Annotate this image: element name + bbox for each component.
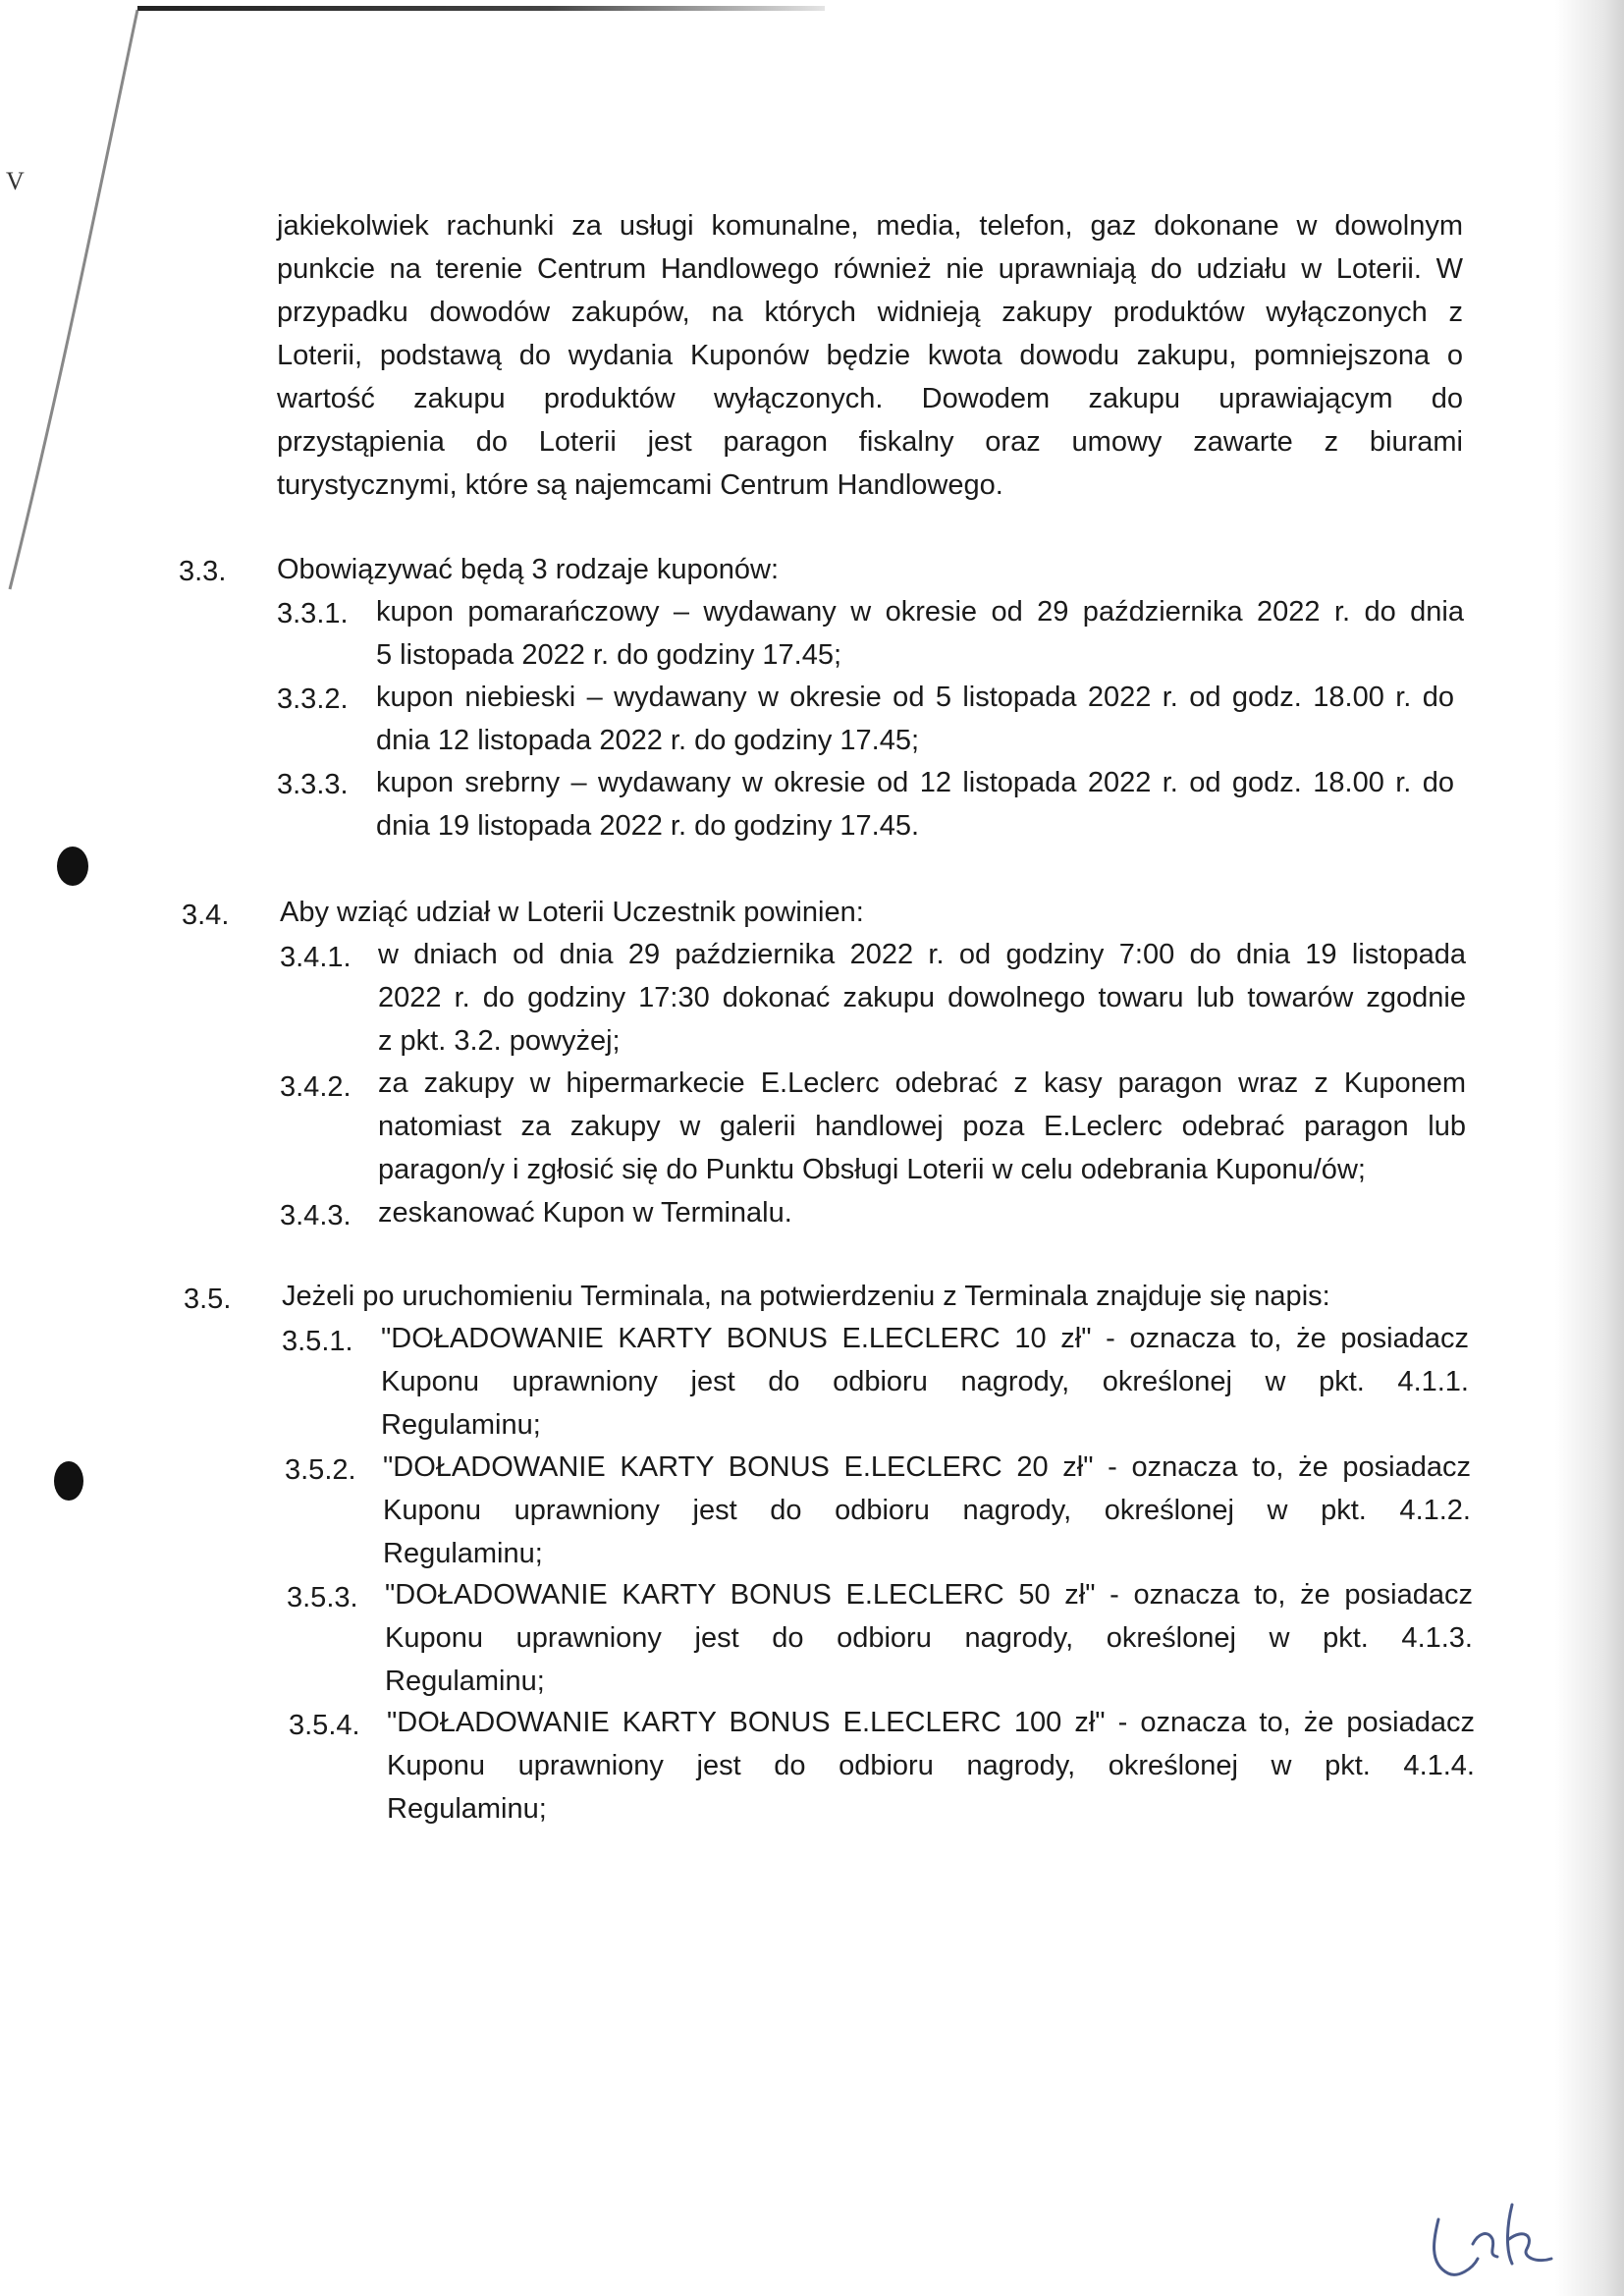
- item-line: zeskanować Kupon w Terminalu.: [378, 1197, 792, 1229]
- item-number: 3.3.1.: [277, 598, 349, 629]
- item-text: [378, 933, 1466, 1063]
- section-title: Obowiązywać będą 3 rodzaje kuponów:: [277, 554, 780, 585]
- item-number: 3.5.2.: [285, 1454, 356, 1486]
- punch-hole-bottom: [54, 1461, 83, 1501]
- item-line: dnia 12 listopada 2022 r. do godziny 17.45;: [376, 725, 920, 756]
- section-number: 3.3.: [179, 556, 227, 587]
- item-line: za zakupy w hipermarkecie E.Leclerc odebrać z kasy paragon wraz z Kuponem: [378, 1067, 1466, 1099]
- item-line: "DOŁADOWANIE KARTY BONUS E.LECLERC 20 zł" - oznacza to, że posiadacz: [383, 1451, 1471, 1483]
- item-line: paragon/y i zgłosić się do Punktu Obsługi Loterii w celu odebrania Kuponu/ów;: [378, 1154, 1366, 1185]
- item-number: 3.5.1.: [282, 1326, 353, 1357]
- item-line: kupon niebieski – wydawany w okresie od 5 listopada 2022 r. od godz. 18.00 r. do: [376, 682, 1454, 713]
- item-line: Regulaminu;: [381, 1409, 541, 1441]
- item-number: 3.3.2.: [277, 683, 349, 715]
- item-line: Regulaminu;: [387, 1793, 547, 1825]
- item-number: 3.5.3.: [287, 1582, 358, 1613]
- item-line: Kuponu uprawniony jest do odbioru nagrody, określonej w pkt. 4.1.2.: [383, 1495, 1471, 1526]
- item-line: "DOŁADOWANIE KARTY BONUS E.LECLERC 100 zł" - oznacza to, że posiadacz: [387, 1707, 1475, 1738]
- item-line: "DOŁADOWANIE KARTY BONUS E.LECLERC 10 zł" - oznacza to, że posiadacz: [381, 1323, 1469, 1354]
- item-line: kupon pomarańczowy – wydawany w okresie od 29 października 2022 r. do dnia: [376, 596, 1464, 628]
- intro-line: Loterii, podstawą do wydania Kuponów będzie kwota dowodu zakupu, pomniejszona o: [277, 340, 1463, 371]
- intro-line: przypadku dowodów zakupów, na których widnieją zakupy produktów wyłączonych z: [277, 297, 1463, 328]
- item-text: [376, 676, 1454, 762]
- item-line: kupon srebrny – wydawany w okresie od 12 listopada 2022 r. od godz. 18.00 r. do: [376, 767, 1454, 798]
- section-title: Jeżeli po uruchomieniu Terminala, na potwierdzeniu z Terminala znajduje się napis:: [282, 1281, 1330, 1312]
- item-number: 3.4.2.: [280, 1071, 352, 1103]
- intro-line: przystąpienia do Loterii jest paragon fiskalny oraz umowy zawarte z biurami: [277, 426, 1463, 458]
- item-number: 3.4.3.: [280, 1200, 352, 1231]
- item-text: [378, 1062, 1466, 1191]
- item-line: Regulaminu;: [383, 1538, 543, 1569]
- item-line: natomiast za zakupy w galerii handlowej poza E.Leclerc odebrać paragon lub: [378, 1111, 1466, 1142]
- item-line: Kuponu uprawniony jest do odbioru nagrody, określonej w pkt. 4.1.1.: [381, 1366, 1469, 1397]
- intro-line: punkcie na terenie Centrum Handlowego również nie uprawniają do udziału w Loterii. W: [277, 253, 1463, 285]
- item-line: w dniach od dnia 29 października 2022 r. od godziny 7:00 do dnia 19 listopada: [378, 939, 1466, 970]
- item-text: [387, 1701, 1475, 1831]
- scan-edge-right: [1555, 0, 1624, 2296]
- item-number: 3.5.4.: [289, 1710, 360, 1741]
- section-number: 3.5.: [184, 1284, 232, 1315]
- item-text: [378, 1191, 1458, 1234]
- item-line: 5 listopada 2022 r. do godziny 17.45;: [376, 639, 842, 671]
- item-text: [385, 1573, 1473, 1703]
- punch-hole-top: [57, 847, 88, 886]
- item-line: Kuponu uprawniony jest do odbioru nagrody, określonej w pkt. 4.1.4.: [387, 1750, 1475, 1781]
- item-text: [376, 761, 1454, 847]
- intro-line: turystycznymi, które są najemcami Centrum Handlowego.: [277, 469, 1003, 501]
- item-text: [381, 1317, 1469, 1447]
- item-number: 3.4.1.: [280, 942, 352, 973]
- item-line: Regulaminu;: [385, 1666, 545, 1697]
- margin-mark: V: [6, 167, 25, 195]
- intro-line: wartość zakupu produktów wyłączonych. Dowodem zakupu uprawiającym do: [277, 383, 1463, 414]
- item-line: z pkt. 3.2. powyżej;: [378, 1025, 621, 1057]
- item-line: 2022 r. do godziny 17:30 dokonać zakupu dowolnego towaru lub towarów zgodnie: [378, 982, 1466, 1013]
- item-text: [383, 1446, 1471, 1575]
- section-number: 3.4.: [182, 900, 230, 931]
- item-line: Kuponu uprawniony jest do odbioru nagrody, określonej w pkt. 4.1.3.: [385, 1622, 1473, 1654]
- intro-paragraph: [277, 204, 1463, 507]
- item-text: [376, 590, 1464, 677]
- intro-line: jakiekolwiek rachunki za usługi komunalne, media, telefon, gaz dokonane w dowolnym: [277, 210, 1463, 242]
- item-line: dnia 19 listopada 2022 r. do godziny 17.45.: [376, 810, 920, 842]
- item-line: "DOŁADOWANIE KARTY BONUS E.LECLERC 50 zł" - oznacza to, że posiadacz: [385, 1579, 1473, 1611]
- handwritten-initials-signature: [1419, 2190, 1576, 2288]
- item-number: 3.3.3.: [277, 769, 349, 800]
- section-title: Aby wziąć udział w Loterii Uczestnik powinien:: [280, 897, 864, 928]
